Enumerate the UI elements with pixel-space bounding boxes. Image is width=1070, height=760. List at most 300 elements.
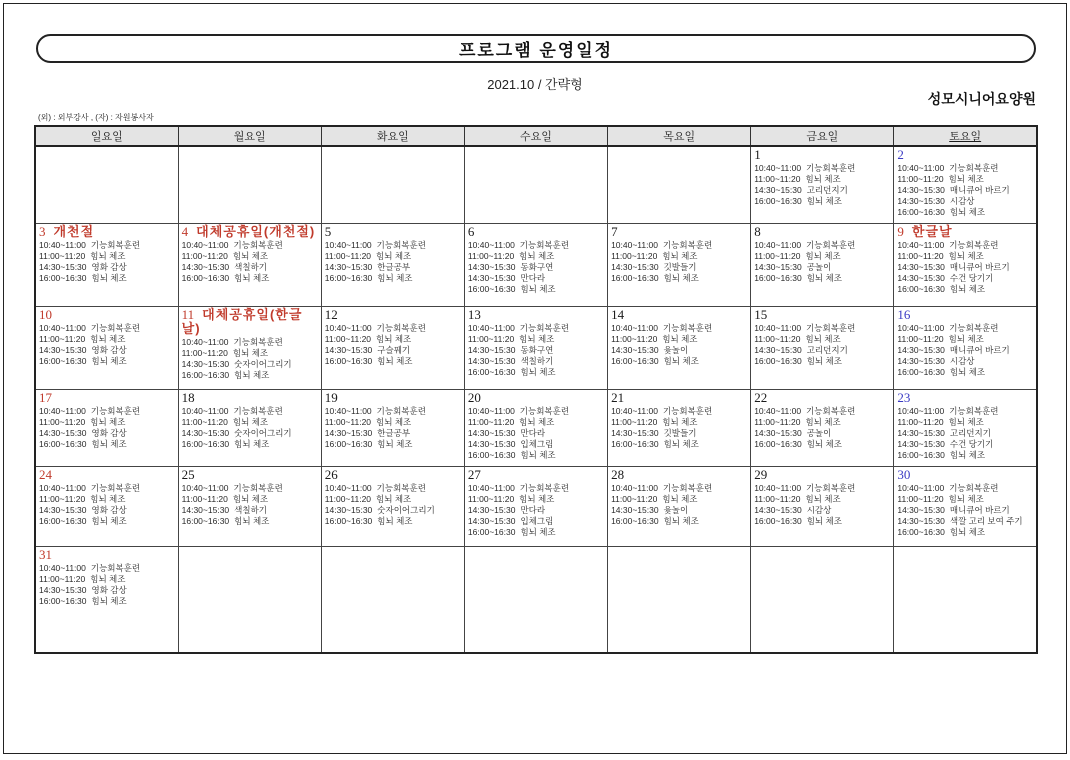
- schedule-activity: 힘뇌 체조: [949, 526, 986, 537]
- day-cell-header: [897, 148, 1033, 162]
- schedule-entry: [897, 323, 1033, 334]
- event-list: [182, 483, 318, 527]
- schedule-time: 10:40~11:00: [324, 482, 372, 493]
- schedule-entry: [182, 483, 318, 494]
- day-cell-14: [608, 306, 751, 389]
- schedule-activity: 고리던지기: [806, 185, 848, 195]
- schedule-activity: 기능회복훈련: [233, 405, 283, 416]
- schedule-entry: [897, 345, 1033, 356]
- schedule-entry: [754, 273, 890, 284]
- schedule-activity: 힘뇌 체조: [662, 493, 698, 504]
- day-cell-header: [39, 225, 175, 239]
- schedule-activity: 힘뇌 체조: [949, 283, 986, 294]
- schedule-entry: [468, 345, 604, 356]
- event-list: [39, 483, 175, 527]
- day-cell-header: [754, 468, 890, 482]
- schedule-entry: [897, 483, 1033, 494]
- empty-day-cell: [608, 146, 751, 223]
- day-of-week-header-row: [35, 126, 1037, 146]
- day-number: 22: [754, 389, 768, 405]
- day-cell-2: [894, 146, 1037, 223]
- day-number: 28: [611, 466, 625, 482]
- day-number: 4: [181, 223, 189, 239]
- schedule-activity: 깃발들기: [663, 427, 697, 438]
- schedule-entry: [182, 251, 318, 262]
- day-header-토요일: 토요일: [894, 126, 1037, 146]
- schedule-entry: [754, 406, 890, 417]
- schedule-time: 16:00~16:30: [897, 526, 945, 537]
- schedule-activity: 힘뇌 체조: [806, 438, 842, 449]
- schedule-activity: 힘뇌 체조: [949, 207, 986, 217]
- day-cell-31: [35, 546, 178, 653]
- schedule-entry: [325, 428, 461, 439]
- schedule-entry: [39, 356, 175, 367]
- schedule-activity: 기능회복훈련: [519, 239, 570, 250]
- schedule-time: 14:30~15:30: [467, 261, 516, 272]
- schedule-time: 16:00~16:30: [467, 526, 516, 537]
- schedule-entry: [897, 163, 1033, 174]
- day-cell-22: [751, 389, 894, 466]
- schedule-entry: [611, 273, 747, 284]
- schedule-entry: [897, 251, 1033, 262]
- schedule-time: 14:30~15:30: [324, 427, 373, 438]
- day-number: 7: [611, 223, 618, 239]
- schedule-time: 16:00~16:30: [324, 355, 373, 366]
- schedule-time: 14:30~15:30: [754, 185, 802, 195]
- schedule-activity: 힘뇌 체조: [91, 272, 127, 283]
- schedule-activity: 힘뇌 체조: [948, 333, 984, 344]
- schedule-entry: [468, 406, 604, 417]
- schedule-entry: [39, 262, 175, 273]
- schedule-time: 10:40~11:00: [181, 239, 229, 250]
- schedule-time: 11:00~11:20: [611, 333, 658, 344]
- schedule-time: 11:00~11:20: [39, 333, 86, 344]
- day-header-일요일: 일요일: [35, 126, 178, 146]
- schedule-time: 11:00~11:20: [324, 333, 372, 344]
- empty-day-cell: [464, 546, 607, 653]
- schedule-activity: 힘뇌 체조: [377, 515, 413, 526]
- schedule-time: 11:00~11:20: [39, 250, 86, 261]
- schedule-activity: 영화 감상: [91, 584, 127, 595]
- day-cell-header: [182, 391, 318, 405]
- schedule-activity: 만다라: [520, 272, 546, 283]
- empty-day-cell: [894, 546, 1037, 653]
- day-cell-header: [39, 548, 175, 562]
- schedule-entry: [897, 240, 1033, 251]
- schedule-activity: 힘뇌 체조: [234, 369, 270, 380]
- schedule-activity: 기능회복훈련: [90, 482, 141, 493]
- schedule-entry: [897, 505, 1033, 516]
- schedule-activity: 힘뇌 체조: [520, 283, 556, 294]
- schedule-time: 14:30~15:30: [611, 504, 659, 515]
- schedule-time: 11:00~11:20: [39, 416, 86, 427]
- schedule-time: 14:30~15:30: [467, 504, 516, 515]
- schedule-entry: [182, 348, 318, 359]
- schedule-activity: 영화 감상: [91, 504, 127, 515]
- schedule-activity: 힘뇌 체조: [805, 493, 841, 504]
- schedule-activity: 힘뇌 체조: [806, 515, 842, 526]
- schedule-entry: [39, 406, 175, 417]
- day-cell-11: [178, 306, 321, 389]
- schedule-activity: 기능회복훈련: [662, 405, 713, 416]
- schedule-activity: 힘뇌 체조: [90, 333, 126, 344]
- schedule-time: 16:00~16:30: [39, 595, 87, 606]
- schedule-activity: 윷놀이: [663, 504, 689, 515]
- schedule-entry: [468, 251, 604, 262]
- schedule-time: 14:30~15:30: [897, 515, 945, 526]
- schedule-activity: 숫자이어그리기: [234, 427, 292, 438]
- day-cell-header: [182, 468, 318, 482]
- schedule-entry: [754, 185, 890, 196]
- day-number: 9: [897, 223, 904, 239]
- schedule-time: 16:00~16:30: [324, 515, 373, 526]
- schedule-time: 14:30~15:30: [611, 344, 659, 355]
- schedule-activity: 시감상: [949, 196, 975, 206]
- empty-day-cell: [321, 146, 464, 223]
- schedule-activity: 기능회복훈련: [90, 239, 141, 250]
- day-header-금요일: 금요일: [751, 126, 894, 146]
- schedule-activity: 매니큐어 바르기: [949, 504, 1010, 515]
- schedule-time: 10:40~11:00: [181, 336, 229, 347]
- schedule-activity: 힘뇌 체조: [805, 416, 841, 427]
- holiday-label: 개천절: [53, 223, 95, 239]
- schedule-activity: 힘뇌 체조: [519, 250, 555, 261]
- day-cell-header: [754, 148, 890, 162]
- schedule-activity: 힘뇌 체조: [948, 493, 984, 504]
- schedule-activity: 힘뇌 체조: [519, 416, 555, 427]
- schedule-activity: 힘뇌 체조: [663, 515, 699, 526]
- day-number: 16: [897, 306, 911, 322]
- schedule-entry: [611, 494, 747, 505]
- day-number: 30: [897, 466, 911, 482]
- schedule-time: 11:00~11:20: [611, 250, 658, 261]
- schedule-time: 10:40~11:00: [181, 482, 229, 493]
- schedule-activity: 기능회복훈련: [376, 405, 426, 416]
- schedule-activity: 힘뇌 체조: [90, 493, 126, 504]
- schedule-entry: [182, 439, 318, 450]
- schedule-entry: [754, 174, 890, 185]
- schedule-time: 10:40~11:00: [181, 405, 229, 416]
- schedule-time: 16:00~16:30: [611, 355, 659, 366]
- schedule-time: 14:30~15:30: [754, 344, 802, 355]
- schedule-entry: [182, 428, 318, 439]
- day-cell-30: [894, 466, 1037, 546]
- schedule-activity: 힘뇌 체조: [519, 493, 555, 504]
- event-list: [897, 406, 1033, 461]
- schedule-activity: 힘뇌 체조: [232, 250, 269, 261]
- schedule-time: 11:00~11:20: [181, 416, 228, 427]
- empty-day-cell: [35, 146, 178, 223]
- schedule-entry: [325, 439, 461, 450]
- schedule-time: 16:00~16:30: [754, 272, 802, 283]
- schedule-entry: [325, 417, 461, 428]
- schedule-activity: 힘뇌 체조: [234, 438, 270, 449]
- event-list: [897, 323, 1033, 378]
- schedule-activity: 수건 당기기: [949, 438, 994, 449]
- schedule-time: 14:30~15:30: [39, 584, 87, 595]
- day-cell-1: [751, 146, 894, 223]
- schedule-activity: 한글공부: [377, 427, 411, 438]
- event-list: [39, 563, 175, 607]
- schedule-entry: [39, 439, 175, 450]
- day-header-수요일: 수요일: [464, 126, 607, 146]
- day-cell-19: [321, 389, 464, 466]
- schedule-time: 11:00~11:20: [467, 333, 515, 344]
- schedule-time: 14:30~15:30: [897, 261, 945, 272]
- schedule-time: 14:30~15:30: [39, 344, 87, 355]
- schedule-activity: 숫자이어그리기: [234, 358, 292, 369]
- schedule-entry: [468, 367, 604, 378]
- schedule-activity: 공놀이: [806, 427, 832, 438]
- schedule-entry: [325, 323, 461, 334]
- schedule-time: 11:00~11:20: [181, 347, 228, 358]
- schedule-time: 10:40~11:00: [39, 482, 86, 493]
- day-cell-29: [751, 466, 894, 546]
- schedule-time: 11:00~11:20: [467, 250, 515, 261]
- schedule-time: 11:00~11:20: [754, 416, 801, 427]
- schedule-time: 16:00~16:30: [611, 515, 659, 526]
- schedule-entry: [39, 345, 175, 356]
- schedule-activity: 힘뇌 체조: [91, 515, 127, 526]
- schedule-time: 14:30~15:30: [39, 427, 87, 438]
- holiday-label: 대체공휴일(개천절): [196, 223, 316, 239]
- schedule-time: 10:40~11:00: [324, 405, 372, 416]
- schedule-time: 10:40~11:00: [611, 239, 658, 250]
- schedule-entry: [754, 251, 890, 262]
- day-cell-4: [178, 223, 321, 306]
- schedule-activity: 기능회복훈련: [376, 322, 426, 333]
- schedule-time: 14:30~15:30: [611, 427, 659, 438]
- schedule-entry: [39, 240, 175, 251]
- schedule-entry: [611, 516, 747, 527]
- event-list: [325, 240, 461, 284]
- schedule-entry: [39, 334, 175, 345]
- schedule-entry: [611, 505, 747, 516]
- schedule-activity: 기능회복훈련: [949, 405, 999, 416]
- schedule-activity: 기능회복훈련: [806, 482, 856, 493]
- schedule-time: 11:00~11:20: [324, 250, 372, 261]
- schedule-time: 11:00~11:20: [324, 416, 372, 427]
- schedule-time: 14:30~15:30: [467, 272, 516, 283]
- schedule-activity: 힘뇌 체조: [376, 493, 412, 504]
- schedule-entry: [611, 345, 747, 356]
- empty-day-cell: [178, 546, 321, 653]
- event-list: [611, 240, 747, 284]
- schedule-activity: 기능회복훈련: [806, 239, 856, 250]
- schedule-time: 16:00~16:30: [39, 272, 87, 283]
- schedule-time: 10:40~11:00: [324, 322, 372, 333]
- schedule-activity: 기능회복훈련: [233, 482, 283, 493]
- schedule-activity: 공놀이: [806, 261, 832, 272]
- day-cell-17: [35, 389, 178, 466]
- schedule-entry: [611, 406, 747, 417]
- schedule-time: 11:00~11:20: [897, 174, 944, 184]
- schedule-time: 10:40~11:00: [467, 322, 515, 333]
- schedule-time: 16:00~16:30: [897, 207, 945, 217]
- schedule-entry: [468, 450, 604, 461]
- schedule-time: 10:40~11:00: [897, 405, 945, 416]
- empty-day-cell: [464, 146, 607, 223]
- schedule-activity: 힘뇌 체조: [663, 272, 699, 283]
- schedule-activity: 기능회복훈련: [806, 322, 856, 333]
- schedule-entry: [897, 334, 1033, 345]
- schedule-activity: 시감상: [949, 355, 975, 366]
- schedule-entry: [468, 527, 604, 538]
- event-list: [468, 406, 604, 461]
- calendar-table: [34, 125, 1038, 654]
- day-cell-header: [897, 391, 1033, 405]
- day-cell-24: [35, 466, 178, 546]
- schedule-activity: 한글공부: [377, 261, 411, 272]
- empty-day-cell: [608, 546, 751, 653]
- day-header-목요일: 목요일: [608, 126, 751, 146]
- schedule-activity: 수건 당기기: [949, 272, 994, 283]
- schedule-activity: 만다라: [520, 427, 546, 438]
- schedule-time: 10:40~11:00: [897, 322, 945, 333]
- schedule-activity: 힘뇌 체조: [663, 355, 699, 366]
- schedule-entry: [468, 240, 604, 251]
- schedule-time: 10:40~11:00: [611, 322, 658, 333]
- schedule-activity: 힘뇌 체조: [377, 438, 413, 449]
- week-row: [35, 546, 1037, 653]
- schedule-entry: [611, 356, 747, 367]
- event-list: [897, 240, 1033, 295]
- schedule-time: 14:30~15:30: [897, 427, 945, 438]
- schedule-entry: [39, 505, 175, 516]
- day-number: 3: [39, 223, 46, 239]
- schedule-entry: [754, 439, 890, 450]
- schedule-activity: 영화 감상: [91, 427, 127, 438]
- organization-name: 성모시니어요양원: [927, 91, 1036, 107]
- day-number: 6: [467, 223, 475, 239]
- schedule-entry: [897, 367, 1033, 378]
- day-cell-header: [611, 225, 747, 239]
- day-cell-26: [321, 466, 464, 546]
- schedule-activity: 힘뇌 체조: [520, 449, 556, 460]
- schedule-time: 14:30~15:30: [324, 344, 373, 355]
- schedule-activity: 영화 감상: [91, 344, 127, 355]
- schedule-time: 16:00~16:30: [181, 515, 230, 526]
- schedule-entry: [182, 494, 318, 505]
- schedule-activity: 구슬꿰기: [377, 344, 411, 355]
- event-list: [39, 323, 175, 367]
- schedule-activity: 색칠하기: [520, 355, 554, 366]
- day-number: 13: [467, 306, 481, 322]
- day-cell-header: [754, 225, 890, 239]
- day-cell-header: [325, 468, 461, 482]
- schedule-activity: 기능회복훈련: [90, 322, 141, 333]
- schedule-time: 16:00~16:30: [754, 355, 802, 366]
- schedule-time: 10:40~11:00: [467, 239, 515, 250]
- event-list: [39, 406, 175, 450]
- day-cell-9: [894, 223, 1037, 306]
- schedule-activity: 힘뇌 체조: [805, 333, 841, 344]
- schedule-activity: 힘뇌 체조: [232, 347, 269, 358]
- empty-day-cell: [321, 546, 464, 653]
- schedule-activity: 힘뇌 체조: [232, 416, 269, 427]
- schedule-entry: [897, 406, 1033, 417]
- schedule-entry: [39, 596, 175, 607]
- schedule-entry: [897, 196, 1033, 207]
- schedule-entry: [611, 428, 747, 439]
- schedule-time: 16:00~16:30: [39, 515, 87, 526]
- schedule-time: 11:00~11:20: [754, 250, 801, 261]
- schedule-time: 16:00~16:30: [39, 438, 87, 449]
- day-cell-header: [754, 391, 890, 405]
- day-number: 8: [754, 223, 761, 239]
- schedule-entry: [468, 273, 604, 284]
- schedule-entry: [182, 273, 318, 284]
- schedule-time: 11:00~11:20: [754, 493, 801, 504]
- schedule-time: 11:00~11:20: [324, 493, 372, 504]
- schedule-time: 11:00~11:20: [467, 493, 515, 504]
- schedule-entry: [611, 417, 747, 428]
- title-box: [36, 34, 1036, 63]
- event-list: [325, 323, 461, 367]
- legend-note: (외) : 외부강사 , (자) : 자원봉사자: [38, 113, 154, 122]
- day-number: 21: [611, 389, 625, 405]
- schedule-entry: [897, 450, 1033, 461]
- event-list: [754, 323, 890, 367]
- day-cell-15: [751, 306, 894, 389]
- week-row: [35, 146, 1037, 223]
- holiday-label: 대체공휴일(한글날): [181, 306, 303, 336]
- schedule-entry: [897, 273, 1033, 284]
- schedule-time: 10:40~11:00: [754, 239, 802, 250]
- schedule-entry: [754, 196, 890, 207]
- event-list: [325, 406, 461, 450]
- schedule-time: 16:00~16:30: [181, 369, 230, 380]
- day-cell-header: [611, 308, 747, 322]
- schedule-time: 16:00~16:30: [754, 438, 802, 449]
- schedule-entry: [182, 516, 318, 527]
- schedule-entry: [754, 345, 890, 356]
- event-list: [182, 337, 318, 381]
- schedule-entry: [325, 483, 461, 494]
- schedule-activity: 힘뇌 체조: [949, 449, 986, 460]
- schedule-entry: [611, 251, 747, 262]
- schedule-entry: [325, 251, 461, 262]
- schedule-activity: 힘뇌 체조: [805, 174, 841, 184]
- schedule-time: 10:40~11:00: [897, 482, 945, 493]
- schedule-time: 11:00~11:20: [754, 174, 801, 184]
- schedule-entry: [897, 516, 1033, 527]
- schedule-time: 10:40~11:00: [897, 239, 945, 250]
- schedule-time: 10:40~11:00: [754, 482, 802, 493]
- schedule-entry: [325, 505, 461, 516]
- schedule-entry: [325, 516, 461, 527]
- schedule-activity: 힘뇌 체조: [662, 333, 698, 344]
- schedule-entry: [754, 483, 890, 494]
- schedule-activity: 힘뇌 체조: [232, 493, 269, 504]
- schedule-entry: [897, 356, 1033, 367]
- day-cell-header: [611, 468, 747, 482]
- schedule-entry: [182, 370, 318, 381]
- day-cell-header: [325, 225, 461, 239]
- day-header-월요일: 월요일: [178, 126, 321, 146]
- schedule-time: 14:30~15:30: [467, 438, 516, 449]
- schedule-time: 14:30~15:30: [467, 427, 516, 438]
- day-cell-27: [464, 466, 607, 546]
- schedule-time: 14:30~15:30: [181, 261, 230, 272]
- schedule-time: 10:40~11:00: [324, 239, 372, 250]
- schedule-entry: [468, 483, 604, 494]
- day-cell-10: [35, 306, 178, 389]
- schedule-activity: 힘뇌 체조: [805, 250, 841, 261]
- schedule-time: 16:00~16:30: [181, 438, 230, 449]
- schedule-entry: [39, 273, 175, 284]
- event-list: [325, 483, 461, 527]
